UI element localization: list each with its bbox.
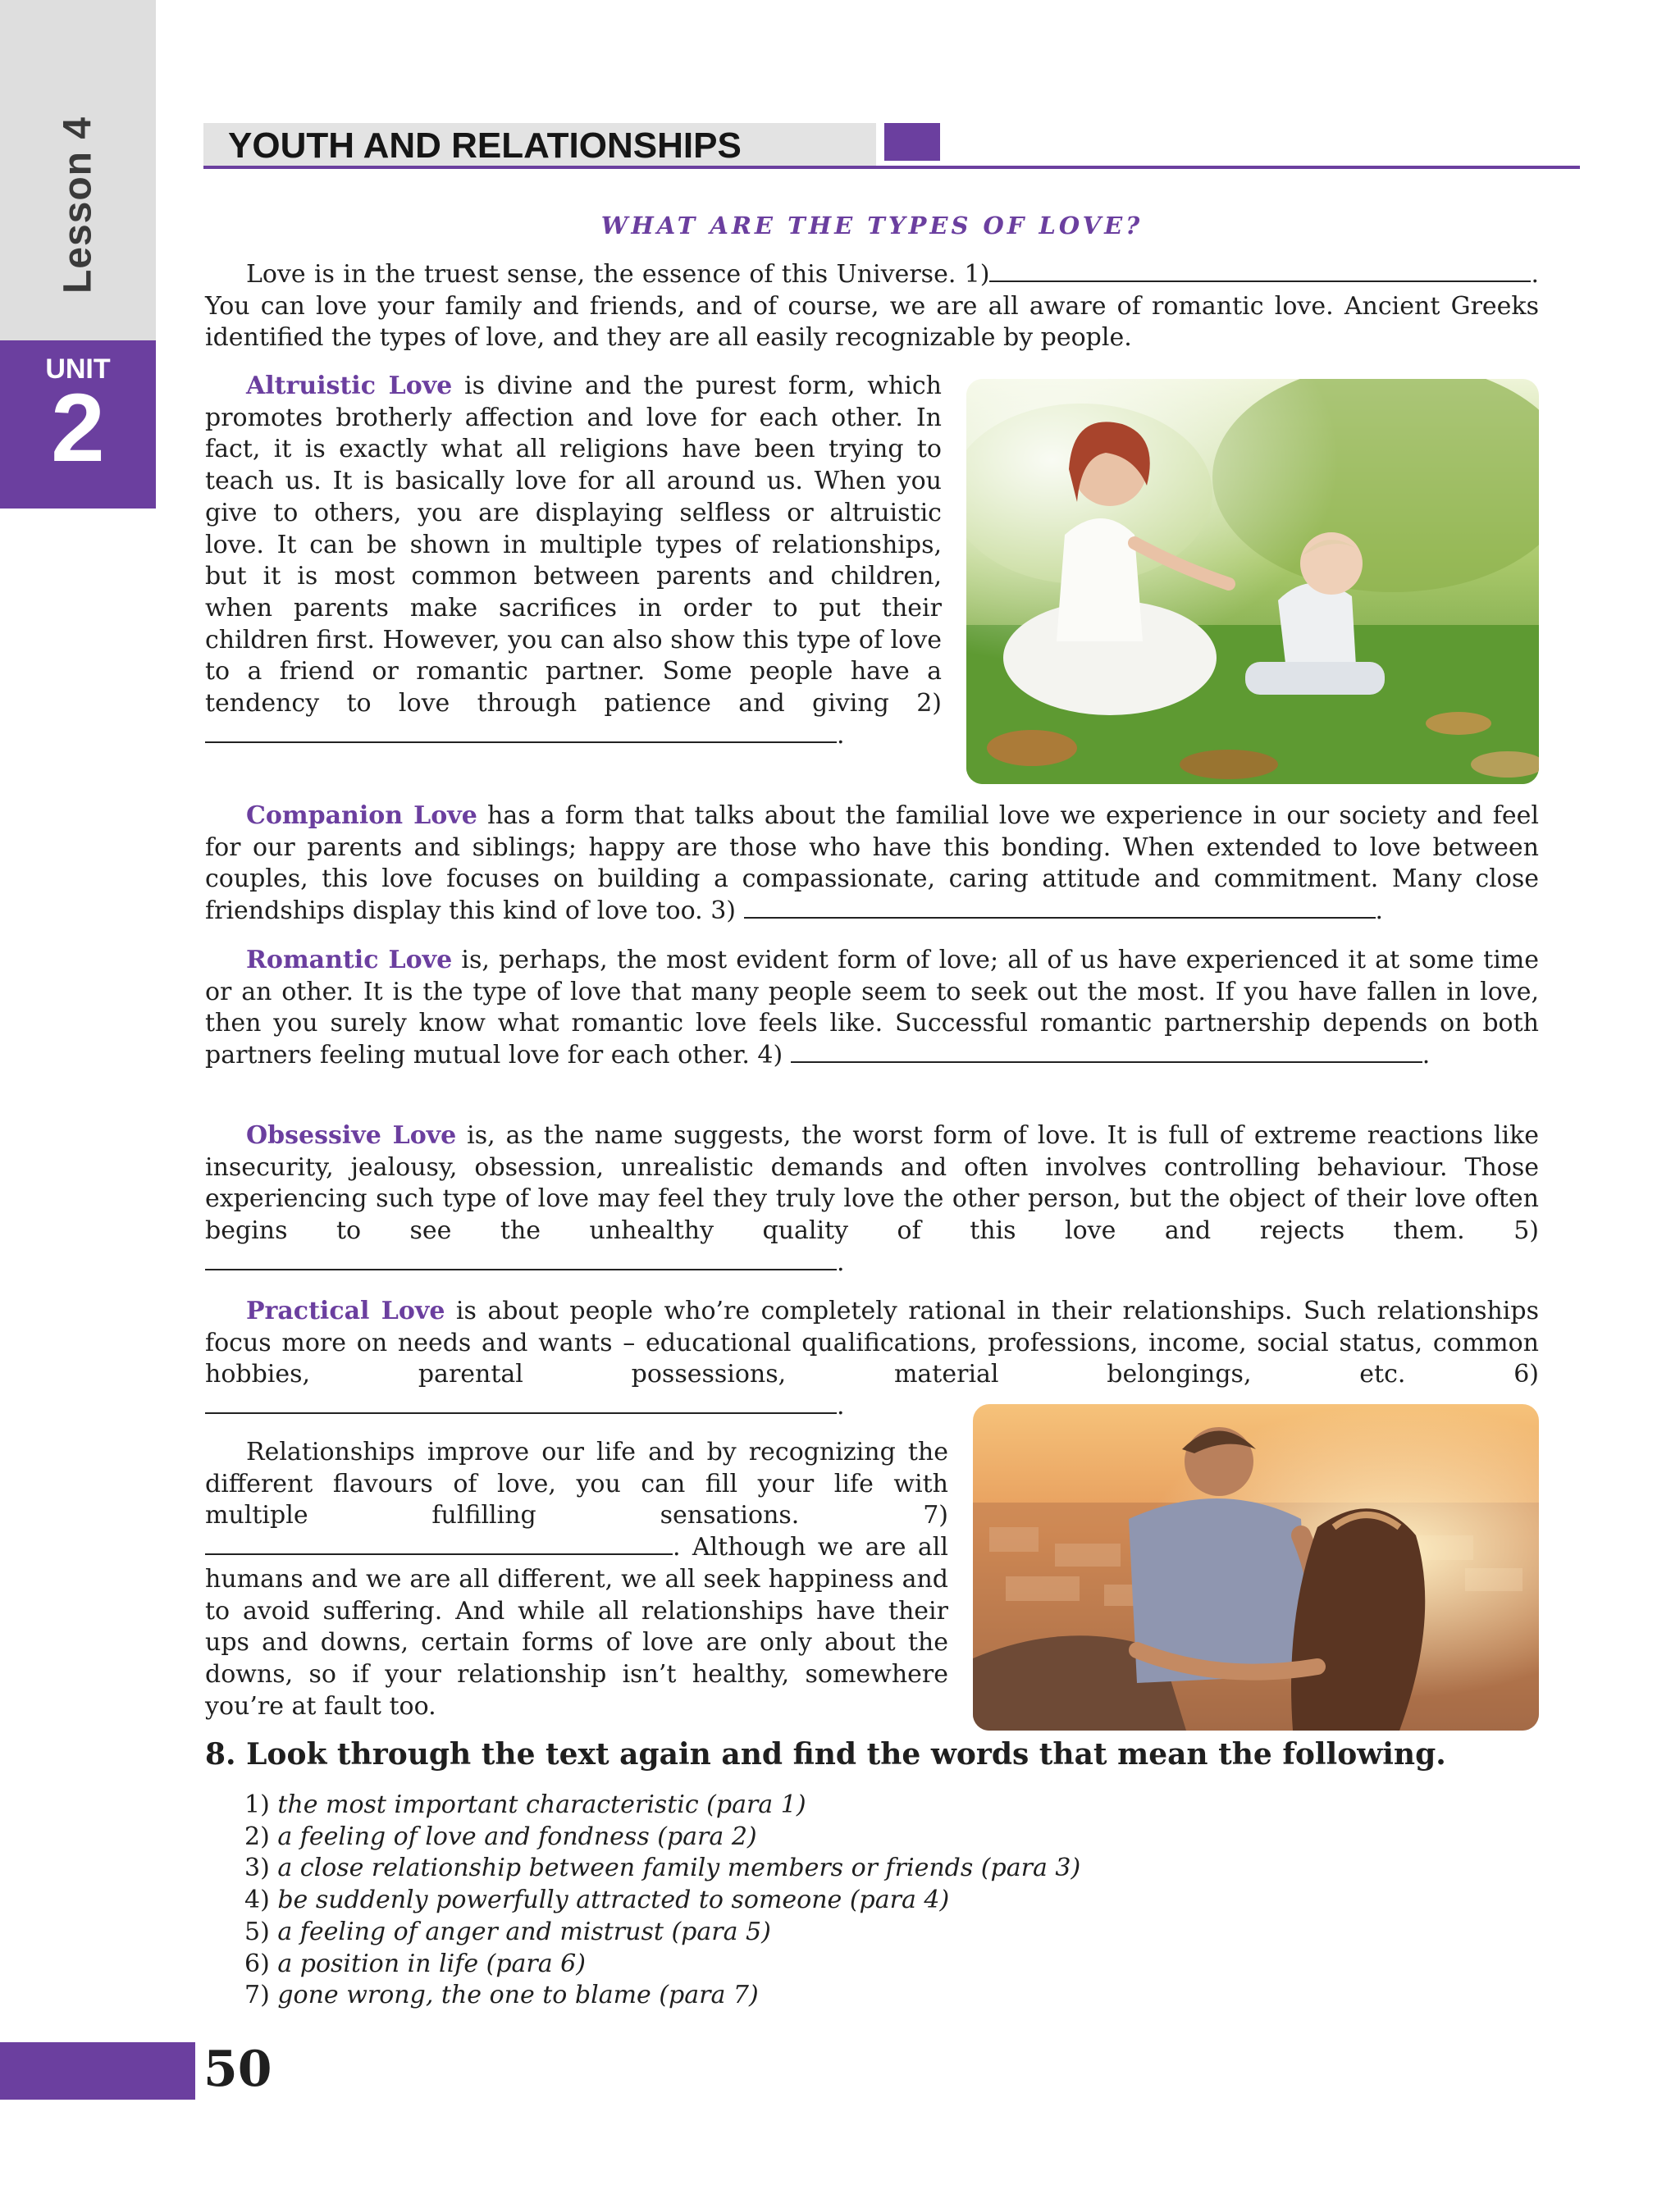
gap-5-label: 5) (1513, 1216, 1539, 1246)
task-item (244, 1980, 1080, 2012)
task-item-text: a close relationship between family members or friends (para 3) (277, 1854, 1081, 1883)
task-item-text: be suddenly powerfully attracted to someone (para 4) (277, 1886, 950, 1915)
gap-3-blank (744, 897, 1376, 919)
gap-3-label: 3) (710, 896, 736, 926)
header-rule (203, 166, 1580, 169)
gap-2-label: 2) (916, 689, 942, 718)
header-accent-block (884, 123, 940, 161)
page-title: YOUTH AND RELATIONSHIPS (228, 125, 742, 166)
task-item-number: 1) (244, 1790, 270, 1819)
unit-label: UNIT (45, 353, 111, 385)
term-altruistic-love: Altruistic Love (246, 372, 453, 400)
obsessive-text: is, as the name suggests, the worst form of love. It is full of extreme reactions like insecurity, jealousy, obsession, unrealistic demands and often involves controlling behaviour. Those experiencing such type of love may feel they truly love the other person, but the object of their love often begins to see the unhealthy quality of this love and rejects them. (205, 1121, 1539, 1246)
gap-1-blank (989, 261, 1531, 282)
task-item (244, 1949, 1080, 1981)
gap-5-period: . (837, 1247, 845, 1277)
romantic-paragraph (205, 945, 1539, 1072)
task-item-text: a feeling of anger and mistrust (para 5) (277, 1917, 771, 1946)
page-number: 50 (203, 2041, 272, 2098)
gap-3-period: . (1375, 896, 1384, 926)
companion-text: has a form that talks about the familial love we experience in our society and feel for our parents and siblings; happy are those who have this bonding. When extended to love between couples, this love focuses on building a compassionate, caring attitude and commitment. Many close friendships display this kind of love too. (205, 801, 1540, 926)
task-item (244, 1917, 1080, 1949)
gap-4-blank (791, 1042, 1422, 1063)
gap-7-label: 7) (923, 1501, 948, 1530)
task-item (244, 1790, 1080, 1822)
task-item-number: 5) (244, 1917, 270, 1946)
term-obsessive-love: Obsessive Love (246, 1121, 457, 1150)
term-practical-love: Practical Love (246, 1297, 445, 1325)
closing-paragraph (205, 1437, 948, 1722)
practical-text: is about people who’re completely rational in their relationships. Such relationships focus more on needs and wants – educational qualifications, professions, income, social status, common hobbies, parental possessions, material belongings, etc. (205, 1297, 1539, 1389)
task-item (244, 1885, 1080, 1917)
intro-text-before: Love is in the truest sense, the essence of this Universe. 1) (246, 260, 990, 289)
page-number-bar (0, 2042, 195, 2100)
couple-sunset-photo (973, 1404, 1539, 1731)
gap-6-label: 6) (1513, 1360, 1539, 1389)
gap-2-blank (205, 722, 837, 743)
gap-6-blank (205, 1393, 837, 1414)
unit-badge (0, 340, 156, 509)
companion-paragraph (205, 800, 1539, 928)
task-item-number: 2) (244, 1822, 270, 1851)
task-item (244, 1853, 1080, 1885)
gap-5-blank (205, 1249, 837, 1270)
task-item-number: 7) (244, 1981, 270, 2010)
task-item-number: 3) (244, 1854, 270, 1883)
mother-baby-photo (966, 379, 1539, 784)
task-8-heading: 8. Look through the text again and find the words that mean the following. (205, 1737, 1446, 1772)
task-item-number: 4) (244, 1886, 270, 1915)
altruistic-paragraph (205, 371, 942, 751)
closing-text-after: . Although we are all humans and we are all different, we all seek happiness and to avoid suffering. And while all relationships have their ups and downs, certain forms of love are only about the downs, so if your relationship isn’t healthy, somewhere you’re at fault too. (205, 1533, 948, 1721)
gap-7-blank (205, 1534, 673, 1555)
obsessive-paragraph (205, 1120, 1539, 1279)
section-title: WHAT ARE THE TYPES OF LOVE? (600, 212, 1144, 239)
unit-number: 2 (51, 374, 105, 482)
task-item-text: a position in life (para 6) (277, 1949, 586, 1978)
gap-6-period: . (837, 1392, 845, 1421)
intro-text-after: . You can love your family and friends, and of course, we are all aware of romantic love. Ancient Greeks identified the types of love, and they are all easily recognizable by people. (205, 260, 1539, 353)
term-romantic-love: Romantic Love (246, 946, 453, 974)
romantic-text: is, perhaps, the most evident form of love; all of us have experienced it at some time or an other. It is the type of love that many people seem to seek out the most. If you have fallen in love, then you surely know what romantic love feels like. Successful romantic partnership depends on both partners feeling mutual love for each other. (205, 946, 1539, 1070)
task-item-text: gone wrong, the one to blame (para 7) (277, 1981, 759, 2010)
gap-2-period: . (837, 720, 845, 750)
intro-paragraph (205, 259, 1539, 354)
task-item-number: 6) (244, 1949, 270, 1978)
task-item-text: a feeling of love and fondness (para 2) (277, 1822, 757, 1851)
task-8-list (244, 1790, 1080, 2012)
gap-4-period: . (1422, 1041, 1431, 1070)
gap-4-label: 4) (757, 1041, 783, 1070)
task-item-text: the most important characteristic (para 1) (277, 1790, 806, 1819)
lesson-label: Lesson 4 (56, 116, 100, 294)
term-companion-love: Companion Love (246, 801, 477, 830)
closing-text-before: Relationships improve our life and by recognizing the different flavours of love, you can fill your life with multiple fulfilling sensations. (205, 1438, 948, 1530)
task-item (244, 1822, 1080, 1854)
altruistic-text: is divine and the purest form, which promotes brotherly affection and love for each other. In fact, it is exactly what all religions have been trying to teach us. It is basically love for all around us. When you give to others, you are displaying selfless or altruistic love. It can be shown in multiple types of relationships, but it is most common between parents and children, when parents make sacrifices in order to put their children first. However, you can also show this type of love to a friend or romantic partner. Some people have a tendency to love through patience and giving (205, 372, 942, 718)
